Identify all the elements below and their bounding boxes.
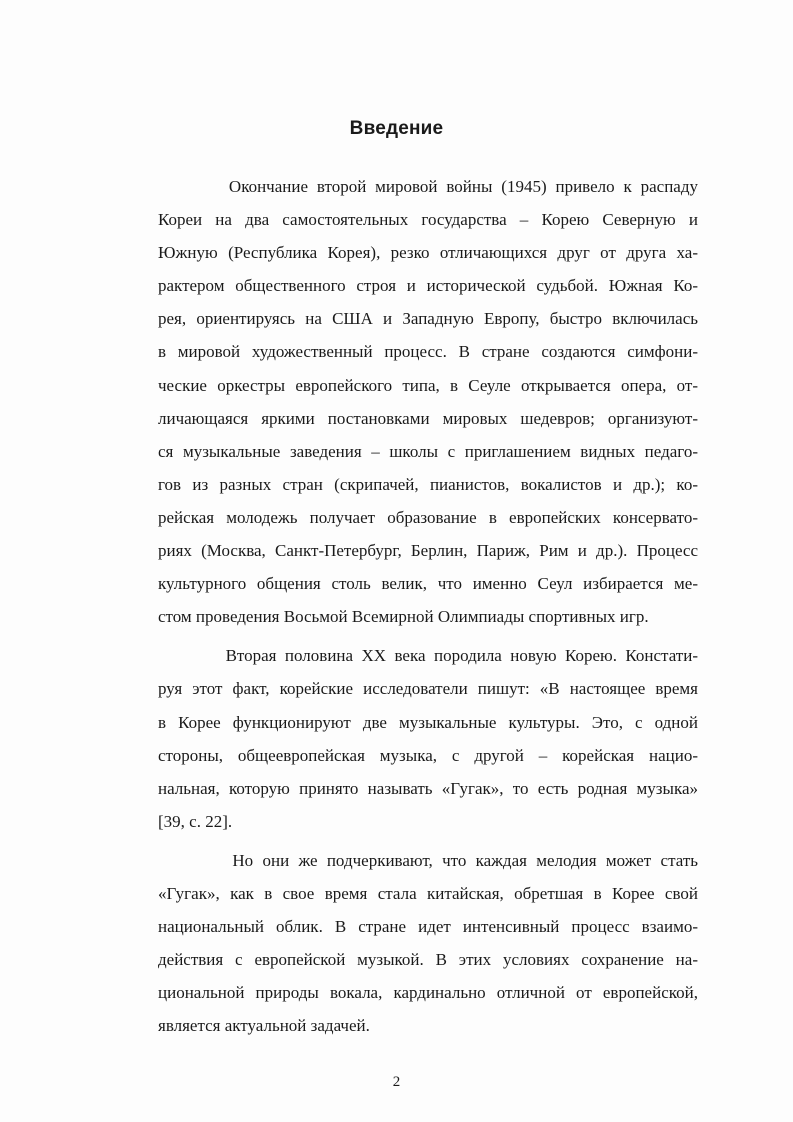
text-line: рактером общественного строя и исторической судьбой. Южная Ко- bbox=[158, 276, 698, 296]
paragraph-3 bbox=[158, 844, 698, 1043]
text-line: [39, с. 22]. bbox=[158, 811, 233, 831]
text-line: является актуальной задачей. bbox=[158, 1016, 370, 1036]
text-line: «Гугак», как в свое время стала китайская, обретшая в Корее свой bbox=[158, 883, 698, 903]
text-line: Вторая половина XX века породила новую Корею. Констати- bbox=[158, 646, 698, 666]
paragraph-2 bbox=[158, 639, 698, 838]
text-line: Но они же подчеркивают, что каждая мелодия может стать bbox=[158, 850, 698, 870]
text-line: гов из разных стран (скрипачей, пианистов, вокалистов и др.); ко- bbox=[158, 474, 698, 494]
text-line: циональной природы вокала, кардинально отличной от европейской, bbox=[158, 983, 698, 1003]
text-line: Кореи на два самостоятельных государства – Корею Северную и bbox=[158, 210, 698, 230]
text-line: в мировой художественный процесс. В стране создаются симфони- bbox=[158, 342, 698, 362]
document-body bbox=[158, 170, 698, 1048]
text-line: стороны, общеевропейская музыка, с другой – корейская нацио- bbox=[158, 745, 698, 765]
paragraph-1 bbox=[158, 170, 698, 633]
text-line: стом проведения Восьмой Всемирной Олимпиады спортивных игр. bbox=[158, 607, 649, 627]
page-number: 2 bbox=[392, 1074, 401, 1090]
text-line: национальный облик. В стране идет интенсивный процесс взаимо- bbox=[158, 917, 698, 937]
page-title: Введение bbox=[349, 118, 444, 139]
text-line: в Корее функционируют две музыкальные культуры. Это, с одной bbox=[158, 712, 698, 732]
text-line: ся музыкальные заведения – школы с приглашением видных педаго- bbox=[158, 441, 698, 461]
text-line: личающаяся яркими постановками мировых шедевров; организуют- bbox=[158, 408, 698, 428]
text-line: нальная, которую принято называть «Гугак», то есть родная музыка» bbox=[158, 778, 698, 798]
text-line: ческие оркестры европейского типа, в Сеуле открывается опера, от- bbox=[158, 375, 698, 395]
text-line: Южную (Республика Корея), резко отличающихся друг от друга ха- bbox=[158, 243, 698, 263]
text-line: рея, ориентируясь на США и Западную Европу, быстро включилась bbox=[158, 309, 698, 329]
text-line: рейская молодежь получает образование в европейских консервато- bbox=[158, 507, 698, 527]
text-line: риях (Москва, Санкт-Петербург, Берлин, Париж, Рим и др.). Процесс bbox=[158, 541, 698, 561]
text-line: культурного общения столь велик, что именно Сеул избирается ме- bbox=[158, 574, 698, 594]
text-line: действия с европейской музыкой. В этих условиях сохранение на- bbox=[158, 950, 698, 970]
text-line: руя этот факт, корейские исследователи пишут: «В настоящее время bbox=[158, 679, 698, 699]
text-line: Окончание второй мировой войны (1945) привело к распаду bbox=[158, 177, 698, 196]
